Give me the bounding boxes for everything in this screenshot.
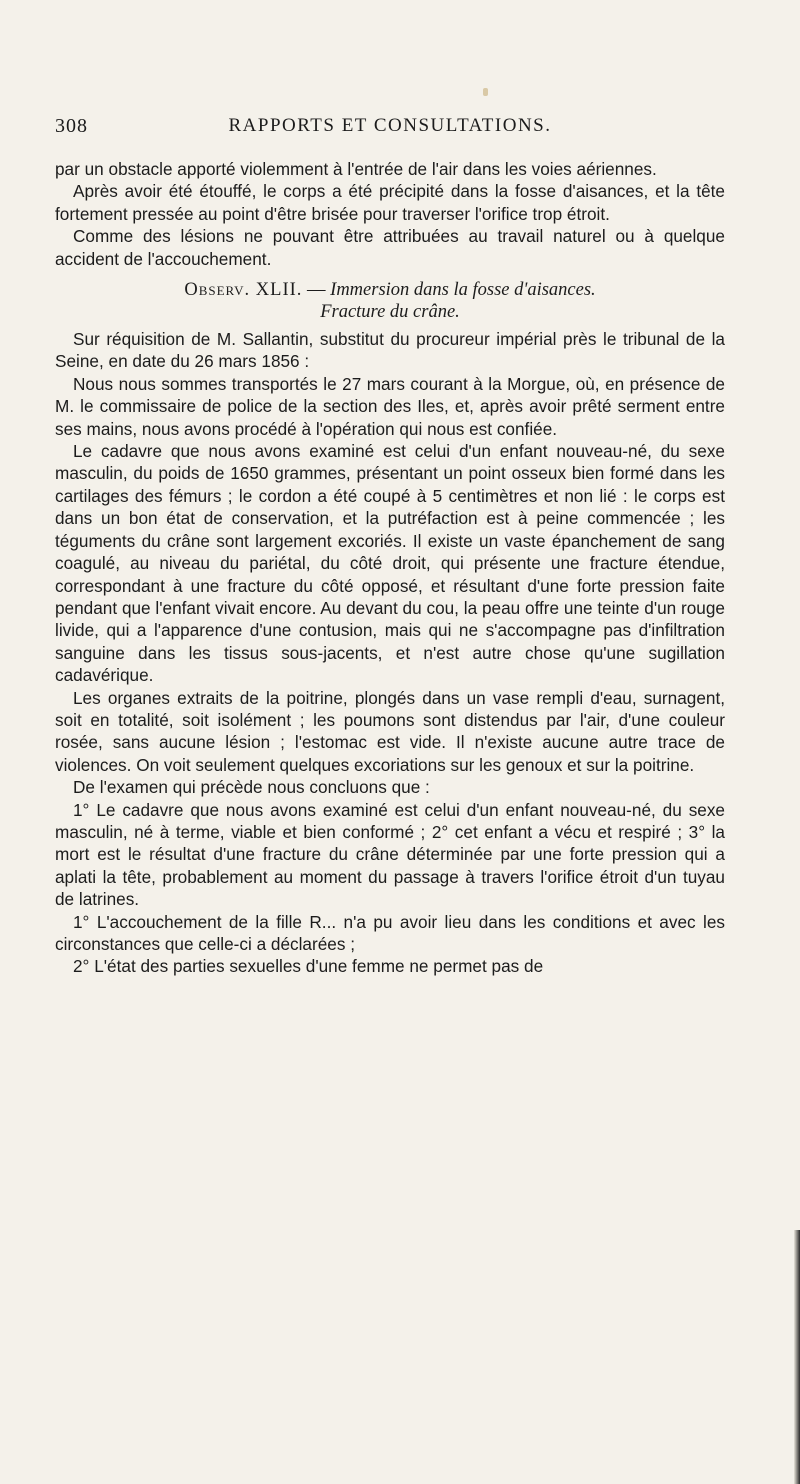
page-body [55, 158, 725, 978]
observation-title: Immersion dans la fosse d'aisances. [330, 280, 596, 301]
paragraph: De l'examen qui précède nous concluons que : [73, 777, 430, 798]
paragraph: Nous nous sommes transportés le 27 mars courant à la Morgue, où, en présence de M. le commissaire de police de la section des Iles, et, après avoir prêté serment entre ses mains, nous avons procédé à l'opération qui nous est confiée. [55, 373, 725, 439]
running-title: RAPPORTS ET CONSULTATIONS. [228, 115, 552, 136]
paragraph: Le cadavre que nous avons examiné est celui d'un enfant nouveau-né, du sexe masculin, du poids de 1650 grammes, présentant un point osseux bien formé dans les cartilages des fémurs ; le cordon a été coupé à 5 centimètres et non lié : le corps est dans un bon état de conservation, et la putréfaction est à peine commencée ; les téguments du crâne sont largement excoriés. Il existe un vaste épanchement de sang coagulé, au niveau du pariétal, du côté droit, qui présente une fracture étendue, correspondant à une fracture du côté opposé, et résultant d'une forte pression faite pendant que l'enfant vivait encore. Au devant du cou, la peau offre une teinte d'un rouge livide, qui a l'apparence d'une contusion, mais qui ne s'accompagne pas d'infiltration sanguine dans les tissus sous-jacents, et n'est autre chose qu'une sugillation cadavérique. [55, 441, 725, 686]
paragraph: Sur réquisition de M. Sallantin, substitut du procureur impérial près le tribunal de la Seine, en date du 26 mars 1856 : [55, 329, 725, 372]
paragraph: 2° L'état des parties sexuelles d'une femme ne permet pas de [73, 956, 544, 977]
observation-heading [55, 279, 725, 323]
paragraph: Après avoir été étouffé, le corps a été précipité dans la fosse d'aisances, et la tête fortement pressée au point d'être brisée pour traverser l'orifice trop étroit. [55, 181, 725, 224]
paragraph: 1° Le cadavre que nous avons examiné est celui d'un enfant nouveau-né, du sexe masculin, né à terme, viable et bien conformé ; 2° cet enfant a vécu et respiré ; 3° la mort est le résultat d'une fracture du crâne déterminée par une forte pression qui a aplati la tête, probablement au moment du passage à travers l'orifice étroit d'un tuyau de latrines. [55, 799, 725, 910]
observation-label: Observ. XLII. [184, 280, 303, 301]
page-number: 308 [55, 115, 88, 137]
observation-subtitle: Fracture du crâne. [320, 302, 460, 323]
running-head [55, 115, 725, 145]
ink-speck [483, 88, 488, 96]
paragraph: par un obstacle apporté violemment à l'entrée de l'air dans les voies aériennes. [55, 159, 657, 179]
page-edge-shadow [794, 1230, 800, 1484]
observation-dash: — [302, 280, 331, 301]
paragraph: Comme des lésions ne pouvant être attribuées au travail naturel ou à quelque accident de l'accouchement. [55, 226, 725, 269]
paragraph: Les organes extraits de la poitrine, plongés dans un vase rempli d'eau, surnagent, soit en totalité, soit isolément ; les poumons sont distendus par l'air, d'une couleur rosée, sans aucune lésion ; l'estomac est vide. Il n'existe aucune autre trace de violences. On voit seulement quelques excoriations sur les genoux et sur la poitrine. [55, 687, 725, 775]
paragraph: 1° L'accouchement de la fille R... n'a pu avoir lieu dans les conditions et avec les circonstances que celle-ci a déclarées ; [55, 911, 725, 954]
